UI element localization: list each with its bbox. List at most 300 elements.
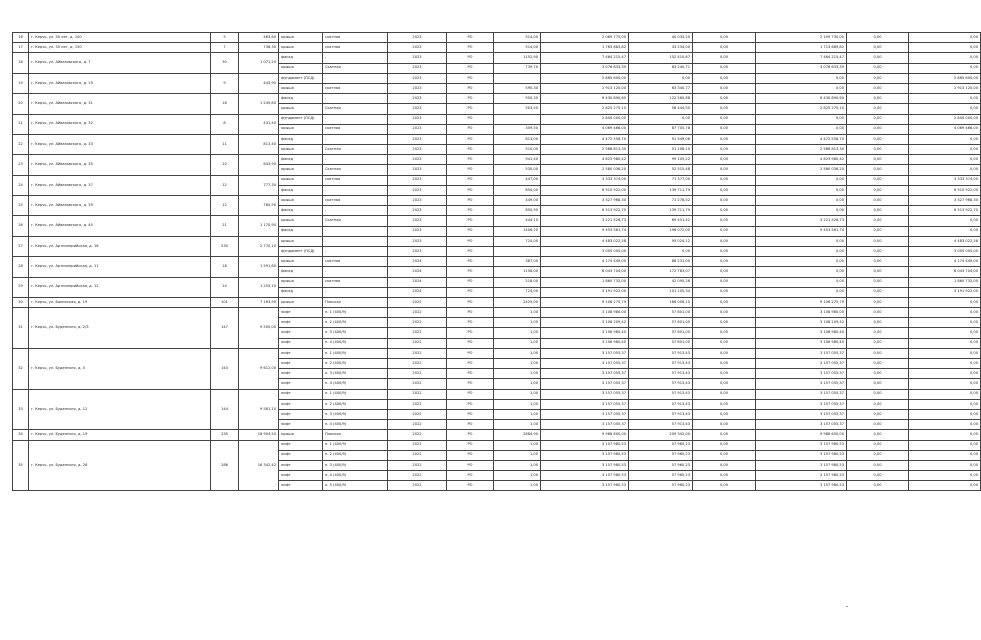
work-type-cell: лифт (279, 359, 323, 369)
fund-cell: 0,00 (693, 206, 756, 216)
spent-cell: 4 625 980,42 (756, 155, 847, 165)
volume-cell: 510,00 (494, 145, 541, 155)
year-cell: 2023 (388, 114, 447, 124)
volume-cell: 950,30 (494, 94, 541, 104)
other-cell: 0,00 (847, 471, 909, 481)
volume-cell: 1,00 (494, 440, 541, 450)
roof-type-cell: - (323, 73, 388, 83)
work-type-cell: крыша (279, 257, 323, 267)
fund-cell: 0,00 (693, 246, 756, 256)
balance-cell: 5 191 922,00 (909, 287, 981, 297)
balance-cell: 2 865 600,00 (909, 73, 981, 83)
fund-cell: 0,00 (693, 267, 756, 277)
year-cell: 2023 (388, 155, 447, 165)
year-cell: 2023 (388, 94, 447, 104)
volume-cell: 444,10 (494, 216, 541, 226)
roof-type-cell: - (323, 53, 388, 63)
balance-cell: 0,00 (909, 134, 981, 144)
table-row (13, 277, 981, 287)
other-cell: 0,00 (847, 83, 909, 93)
cost-cell: 9 106 275,79 (541, 297, 629, 307)
balance-cell: 0,00 (909, 155, 981, 165)
fund-cell: 0,00 (693, 33, 756, 43)
spent-cell: 3 106 980,40 (756, 338, 847, 348)
spent-cell: 0,00 (756, 236, 847, 246)
volume-cell: 530,00 (494, 165, 541, 175)
year-cell: 2022 (388, 297, 447, 307)
control-cost-cell: 57 960,23 (629, 450, 693, 460)
row-number-cell: 22 (13, 134, 29, 154)
program-cell: РО (447, 409, 494, 419)
year-cell: 2022 (388, 440, 447, 450)
row-number-cell: 32 (13, 348, 29, 389)
spent-cell: 0,00 (756, 277, 847, 287)
year-cell: 2023 (388, 134, 447, 144)
fund-cell: 0,00 (693, 63, 756, 73)
control-cost-cell: 71 278,52 (629, 196, 693, 206)
cost-cell: 3 157 055,37 (541, 359, 629, 369)
program-cell: РО (447, 114, 494, 124)
control-cost-cell: 63 340,77 (629, 83, 693, 93)
control-cost-cell: 57 601,00 (629, 338, 693, 348)
other-cell: 0,00 (847, 124, 909, 134)
control-cost-cell: 57 913,43 (629, 420, 693, 430)
fund-cell: 0,00 (693, 104, 756, 114)
work-type-cell: крыша (279, 124, 323, 134)
work-type-cell: фасад (279, 94, 323, 104)
program-cell: РО (447, 104, 494, 114)
balance-cell: 6 513 922,70 (909, 206, 981, 216)
count-cell: 10 (211, 155, 239, 175)
program-cell: РО (447, 124, 494, 134)
roof-type-cell: - (323, 185, 388, 195)
work-type-cell: лифт (279, 389, 323, 399)
program-cell: РО (447, 145, 494, 155)
table-row (13, 297, 981, 307)
cost-cell: 6 430 890,60 (541, 94, 629, 104)
volume-cell: 1,00 (494, 420, 541, 430)
area-cell: 1 255,10 (239, 277, 279, 297)
fund-cell: 0,00 (693, 369, 756, 379)
control-cost-cell: 71 377,00 (629, 175, 693, 185)
control-cost-cell: 172 783,07 (629, 267, 693, 277)
row-number-cell: 21 (13, 114, 29, 134)
other-cell: 0,00 (847, 114, 909, 124)
spent-cell: 2 588 813,30 (756, 145, 847, 155)
volume-cell: 514,00 (494, 43, 541, 53)
area-cell: 813,40 (239, 134, 279, 154)
work-type-cell: лифт (279, 318, 323, 328)
control-cost-cell: 0,00 (629, 114, 693, 124)
cost-cell: 9 988 600,00 (541, 430, 629, 440)
control-cost-cell: 57 913,43 (629, 409, 693, 419)
cost-cell: 3 157 980,53 (541, 471, 629, 481)
other-cell: 0,00 (847, 348, 909, 358)
other-cell: 0,00 (847, 246, 909, 256)
work-type-cell: лифт (279, 481, 323, 491)
volume-cell: 1158,00 (494, 267, 541, 277)
work-type-cell: крыша (279, 104, 323, 114)
other-cell: 0,00 (847, 236, 909, 246)
row-number-cell: 30 (13, 297, 29, 307)
spent-cell: 2 825 275,10 (756, 104, 847, 114)
table-row (13, 257, 981, 267)
fund-cell: 0,00 (693, 155, 756, 165)
area-cell: 1 249,80 (239, 94, 279, 114)
control-cost-cell: 57 601,00 (629, 328, 693, 338)
count-cell: 11 (211, 134, 239, 154)
control-cost-cell: 152 410,67 (629, 53, 693, 63)
cost-cell: 2 800 000,00 (541, 114, 629, 124)
program-cell: РО (447, 297, 494, 307)
other-cell: 0,00 (847, 430, 909, 440)
row-number-cell: 31 (13, 308, 29, 349)
count-cell: 101 (211, 297, 239, 307)
program-cell: РО (447, 63, 494, 73)
cost-cell: 3 157 055,37 (541, 389, 629, 399)
other-cell: 0,00 (847, 43, 909, 53)
program-cell: РО (447, 185, 494, 195)
fund-cell: 0,00 (693, 450, 756, 460)
volume-cell: 1,00 (494, 471, 541, 481)
spent-cell: 3 108 980,00 (756, 308, 847, 318)
balance-cell: 0,00 (909, 389, 981, 399)
volume-cell: 449,00 (494, 196, 541, 206)
row-number-cell: 18 (13, 53, 29, 73)
work-type-cell: лифт (279, 420, 323, 430)
balance-cell: 0,00 (909, 379, 981, 389)
roof-type-cell: п. 2 (400/9) (323, 359, 388, 369)
other-cell: 0,00 (847, 359, 909, 369)
area-cell: 1 170,90 (239, 216, 279, 236)
roof-type-cell: п. 1 (400/9) (323, 348, 388, 358)
other-cell: 0,00 (847, 185, 909, 195)
fund-cell: 0,00 (693, 420, 756, 430)
count-cell: 21 (211, 216, 239, 236)
program-cell: РО (447, 348, 494, 358)
table-row (13, 196, 981, 206)
roof-type-cell: скатная (323, 196, 388, 206)
other-cell: 0,00 (847, 206, 909, 216)
spent-cell: 0,00 (756, 114, 847, 124)
program-cell: РО (447, 206, 494, 216)
program-cell: РО (447, 379, 494, 389)
year-cell: 2023 (388, 145, 447, 155)
program-cell: РО (447, 338, 494, 348)
cost-cell: 9 453 561,74 (541, 226, 629, 236)
volume-cell (494, 73, 541, 83)
cost-cell: 3 157 980,53 (541, 460, 629, 470)
roof-type-cell: - (323, 287, 388, 297)
table-row (13, 53, 981, 63)
count-cell: 235 (211, 430, 239, 440)
row-number-cell: 34 (13, 430, 29, 440)
balance-cell: 0,00 (909, 53, 981, 63)
volume-cell: 1,00 (494, 318, 541, 328)
spent-cell: 0,00 (756, 257, 847, 267)
roof-type-cell: Скатная (323, 104, 388, 114)
year-cell: 2023 (388, 246, 447, 256)
control-cost-cell: 69 451,42 (629, 216, 693, 226)
balance-cell: 3 327 968,30 (909, 196, 981, 206)
volume-cell: 2425,00 (494, 297, 541, 307)
address-cell: г. Керчь, ул. Буденного, д. 26 (29, 440, 211, 491)
program-cell: РО (447, 471, 494, 481)
control-cost-cell: 101 105,34 (629, 287, 693, 297)
control-cost-cell: 57 913,43 (629, 359, 693, 369)
control-cost-cell: 52 515,48 (629, 165, 693, 175)
spent-cell: 0,00 (756, 175, 847, 185)
year-cell: 2023 (388, 63, 447, 73)
program-cell: РО (447, 359, 494, 369)
balance-cell: 0,00 (909, 420, 981, 430)
roof-type-cell: - (323, 155, 388, 165)
year-cell: 2022 (388, 460, 447, 470)
year-cell: 2022 (388, 338, 447, 348)
work-type-cell: лифт (279, 471, 323, 481)
spent-cell: 0,00 (756, 73, 847, 83)
volume-cell: 1,00 (494, 359, 541, 369)
table-row (13, 73, 981, 83)
work-type-cell: крыша (279, 236, 323, 246)
balance-cell: 4 174 449,00 (909, 257, 981, 267)
balance-cell: 0,00 (909, 338, 981, 348)
address-cell: г. Керчь, ул. Буденного, д. 19 (29, 430, 211, 440)
repair-register-table (12, 32, 981, 491)
program-cell: РО (447, 399, 494, 409)
other-cell: 0,00 (847, 399, 909, 409)
volume-cell: 1,00 (494, 399, 541, 409)
year-cell: 2022 (388, 369, 447, 379)
balance-cell: 0,00 (909, 226, 981, 236)
address-cell: г. Керчь, ул. Айвазовского, д. 35 (29, 155, 211, 175)
balance-cell: 0,00 (909, 94, 981, 104)
fund-cell: 0,00 (693, 460, 756, 470)
spent-cell: 3 157 055,37 (756, 379, 847, 389)
fund-cell: 0,00 (693, 409, 756, 419)
other-cell: 0,00 (847, 328, 909, 338)
volume-cell: 218,00 (494, 277, 541, 287)
cost-cell: 3 327 968,30 (541, 196, 629, 206)
spent-cell: 3 106 209,42 (756, 318, 847, 328)
other-cell: 0,00 (847, 389, 909, 399)
table-row (13, 430, 981, 440)
roof-type-cell: - (323, 94, 388, 104)
control-cost-cell: 57 960,23 (629, 481, 693, 491)
roof-type-cell: - (323, 206, 388, 216)
work-type-cell: фасад (279, 206, 323, 216)
work-type-cell: лифт (279, 369, 323, 379)
work-type-cell: лифт (279, 348, 323, 358)
program-cell: РО (447, 440, 494, 450)
year-cell: 2022 (388, 379, 447, 389)
year-cell: 2022 (388, 359, 447, 369)
control-cost-cell: 57 913,43 (629, 369, 693, 379)
roof-type-cell: п. 1 (400/9) (323, 308, 388, 318)
fund-cell: 0,00 (693, 399, 756, 409)
table-row (13, 33, 981, 43)
work-type-cell: фундамент (ПСД) (279, 114, 323, 124)
control-cost-cell: 88 231,00 (629, 257, 693, 267)
work-type-cell: крыша (279, 145, 323, 155)
address-cell: г. Керчь, ул. 50 лет, д. 150 (29, 43, 211, 53)
control-cost-cell: 0,00 (629, 246, 693, 256)
spent-cell: 3 157 055,37 (756, 359, 847, 369)
address-cell: г. Керчь, ул. Айвазовского, д. 31 (29, 94, 211, 114)
program-cell: РО (447, 450, 494, 460)
count-cell: 7 (211, 43, 239, 53)
cost-cell: 3 221 526,73 (541, 216, 629, 226)
other-cell: 0,00 (847, 134, 909, 144)
roof-type-cell: скатная (323, 277, 388, 287)
control-cost-cell: 57 601,00 (629, 308, 693, 318)
balance-cell: 0,00 (909, 145, 981, 155)
other-cell: 0,00 (847, 33, 909, 43)
year-cell: 2024 (388, 277, 447, 287)
year-cell: 2022 (388, 389, 447, 399)
count-cell: 143 (211, 348, 239, 389)
area-cell: 431,40 (239, 114, 279, 134)
roof-type-cell: п. 2 (400/9) (323, 399, 388, 409)
cost-cell: 3 157 055,37 (541, 420, 629, 430)
program-cell: РО (447, 460, 494, 470)
balance-cell: 0,00 (909, 481, 981, 491)
volume-cell: 724,00 (494, 236, 541, 246)
address-cell: г. Керчь, ул. Айвазовского, д. 32 (29, 114, 211, 134)
table-row (13, 440, 981, 450)
year-cell: 2023 (388, 236, 447, 246)
spent-cell: 3 157 055,37 (756, 399, 847, 409)
control-cost-cell: 91 549,06 (629, 134, 693, 144)
balance-cell: 2 913 120,00 (909, 83, 981, 93)
control-cost-cell: 0,00 (629, 73, 693, 83)
address-cell: г. Керчь, ул. Айвазовского, д. 40 (29, 216, 211, 236)
other-cell: 0,00 (847, 369, 909, 379)
control-cost-cell: 57 913,43 (629, 399, 693, 409)
cost-cell: 3 000 000,00 (541, 246, 629, 256)
spent-cell: 9 453 561,74 (756, 226, 847, 236)
spent-cell: 3 157 055,37 (756, 389, 847, 399)
work-type-cell: фасад (279, 134, 323, 144)
roof-type-cell: п. 3 (400/9) (323, 369, 388, 379)
year-cell: 2023 (388, 73, 447, 83)
roof-type-cell: п. 3 (400/9) (323, 460, 388, 470)
balance-cell: 2 800 000,00 (909, 114, 981, 124)
roof-type-cell: скатная (323, 43, 388, 53)
roof-type-cell: - (323, 246, 388, 256)
count-cell: 230 (211, 236, 239, 256)
count-cell: 286 (211, 440, 239, 491)
program-cell: РО (447, 216, 494, 226)
fund-cell: 0,00 (693, 124, 756, 134)
register-table-sheet (12, 32, 978, 491)
fund-cell: 0,00 (693, 440, 756, 450)
program-cell: РО (447, 420, 494, 430)
year-cell: 2022 (388, 318, 447, 328)
cost-cell: 2 865 600,00 (541, 73, 629, 83)
spent-cell: 3 157 980,53 (756, 481, 847, 491)
other-cell: 0,00 (847, 409, 909, 419)
cost-cell: 8 043 704,00 (541, 267, 629, 277)
balance-cell: 0,00 (909, 409, 981, 419)
count-cell: 9 (211, 73, 239, 93)
table-row (13, 175, 981, 185)
other-cell: 0,00 (847, 196, 909, 206)
other-cell: 0,00 (847, 481, 909, 491)
other-cell: 0,00 (847, 63, 909, 73)
other-cell: 0,00 (847, 257, 909, 267)
volume-cell: 2884,90 (494, 430, 541, 440)
spent-cell: 3 157 980,53 (756, 440, 847, 450)
balance-cell: 0,00 (909, 328, 981, 338)
balance-cell: 0,00 (909, 297, 981, 307)
cost-cell: 1 860 732,00 (541, 277, 629, 287)
balance-cell: 0,00 (909, 460, 981, 470)
work-type-cell: фасад (279, 53, 323, 63)
balance-cell: 0,00 (909, 33, 981, 43)
roof-type-cell: - (323, 226, 388, 236)
count-cell: 14 (211, 277, 239, 297)
fund-cell: 0,00 (693, 287, 756, 297)
program-cell: РО (447, 308, 494, 318)
balance-cell: 4 069 466,00 (909, 124, 981, 134)
row-number-cell: 28 (13, 257, 29, 277)
balance-cell: 4 483 022,58 (909, 236, 981, 246)
work-type-cell: крыша (279, 83, 323, 93)
other-cell: 0,00 (847, 94, 909, 104)
other-cell: 0,00 (847, 420, 909, 430)
balance-cell: 8 043 704,00 (909, 267, 981, 277)
area-cell: 18 904,50 (239, 430, 279, 440)
cost-cell: 4 472 558,70 (541, 134, 629, 144)
control-cost-cell: 87 705,78 (629, 124, 693, 134)
fund-cell: 0,00 (693, 277, 756, 287)
year-cell: 2022 (388, 420, 447, 430)
area-cell: 9 581,10 (239, 389, 279, 430)
table-row (13, 389, 981, 399)
spent-cell: 3 157 980,53 (756, 460, 847, 470)
roof-type-cell: Скатная (323, 165, 388, 175)
count-cell: 8 (211, 114, 239, 134)
volume-cell: 850,00 (494, 185, 541, 195)
cost-cell: 3 157 055,37 (541, 348, 629, 358)
count-cell: 144 (211, 389, 239, 430)
fund-cell: 0,00 (693, 216, 756, 226)
spent-cell: 0,00 (756, 267, 847, 277)
row-number-cell: 26 (13, 216, 29, 236)
program-cell: РО (447, 53, 494, 63)
roof-type-cell: п. 4 (400/9) (323, 379, 388, 389)
table-body (13, 33, 981, 491)
control-cost-cell: 57 960,23 (629, 460, 693, 470)
other-cell: 0,00 (847, 53, 909, 63)
address-cell: г. Керчь, ул. Буденного, д. 5 (29, 348, 211, 389)
roof-type-cell: - (323, 236, 388, 246)
work-type-cell: фасад (279, 287, 323, 297)
address-cell: г. Керчь, ул. Артиллерийская, д. 12 (29, 277, 211, 297)
work-type-cell: крыша (279, 196, 323, 206)
roof-type-cell: - (323, 114, 388, 124)
fund-cell: 0,00 (693, 185, 756, 195)
area-cell: 736,30 (239, 43, 279, 53)
work-type-cell: фасад (279, 267, 323, 277)
table-row (13, 308, 981, 318)
fund-cell: 0,00 (693, 430, 756, 440)
area-cell: 463,60 (239, 33, 279, 43)
other-cell: 0,00 (847, 155, 909, 165)
roof-type-cell: скатная (323, 83, 388, 93)
spent-cell: 3 157 055,37 (756, 420, 847, 430)
